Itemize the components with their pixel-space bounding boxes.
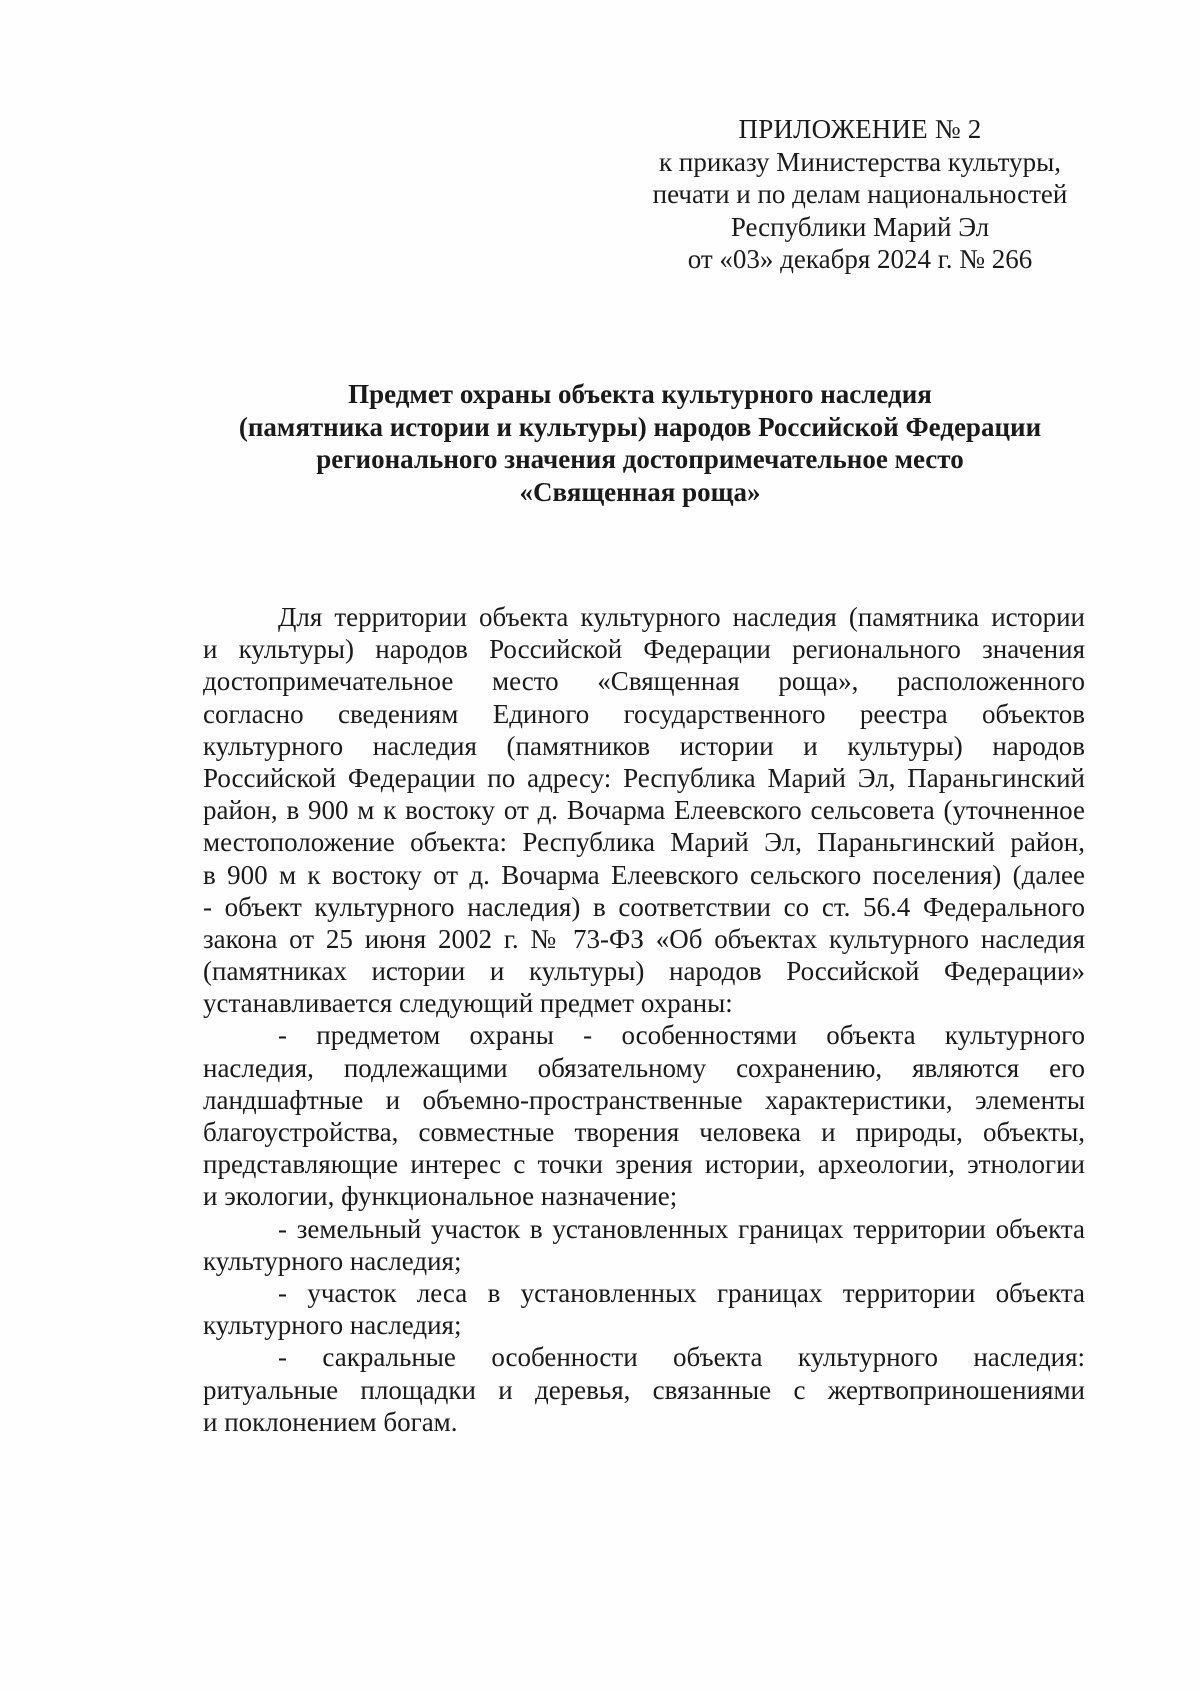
appendix-date-number: от «03» декабря 2024 г. № 266 <box>687 244 1033 274</box>
body-line: закона от 25 июня 2002 г. № 73-ФЗ «Об объектах культурного наследия <box>203 923 1085 954</box>
body-line: культурного наследия; <box>203 1310 462 1341</box>
body-line: культурного наследия; <box>203 1245 462 1276</box>
body-line: и поклонением богам. <box>203 1406 458 1437</box>
body-line: - предметом охраны - особенностями объекта культурного <box>278 1020 1085 1051</box>
appendix-republic: Республики Марий Эл <box>730 211 990 242</box>
body-line: наследия, подлежащими обязательному сохранению, являются его <box>203 1052 1085 1083</box>
title-line-3: регионального значения достопримечательное место <box>316 444 964 474</box>
body-line: представляющие интерес с точки зрения истории, археологии, этнологии <box>203 1149 1085 1180</box>
appendix-header <box>650 113 1070 276</box>
body-line: согласно сведениям Единого государственного реестра объектов <box>203 698 1085 729</box>
body-line: культурного наследия (памятников истории и культуры) народов <box>203 730 1085 761</box>
body-line: ландшафтные и объемно-пространственные характеристики, элементы <box>203 1084 1085 1115</box>
body-line: - участок леса в установленных границах территории объекта <box>278 1277 1085 1308</box>
body-line: местоположение объекта: Республика Марий Эл, Параньгинский район, <box>203 827 1085 858</box>
title-line-2: (памятника истории и культуры) народов Российской Федерации <box>238 411 1042 442</box>
appendix-ministry: печати и по делам национальностей <box>652 179 1068 209</box>
body-line: (памятниках истории и культуры) народов Российской Федерации» <box>203 956 1085 987</box>
body-line: район, в 900 м к востоку от д. Вочарма Елеевского сельсовета (уточненное <box>203 795 1085 826</box>
body-line: - объект культурного наследия) в соответствии со ст. 56.4 Федерального <box>203 891 1085 922</box>
body-line: Российской Федерации по адресу: Республика Марий Эл, Параньгинский <box>203 762 1085 793</box>
body-line: в 900 м к востоку от д. Вочарма Елеевского сельского поселения) (далее <box>203 859 1085 890</box>
appendix-number: ПРИЛОЖЕНИЕ № 2 <box>738 114 982 144</box>
appendix-order-ref: к приказу Министерства культуры, <box>659 146 1061 177</box>
body-line: ритуальные площадки и деревья, связанные с жертвоприношениями <box>203 1374 1085 1405</box>
body-line: - земельный участок в установленных границах территории объекта <box>278 1213 1085 1244</box>
body-line: и экологии, функциональное назначение; <box>203 1181 678 1212</box>
document-title <box>205 378 1075 508</box>
document-body <box>203 601 1085 1438</box>
body-line: и культуры) народов Российской Федерации регионального значения <box>203 634 1085 665</box>
body-line: Для территории объекта культурного наследия (памятника истории <box>278 602 1085 632</box>
body-line: благоустройства, совместные творения человека и природы, объекты, <box>203 1117 1085 1147</box>
body-line: достопримечательное место «Священная роща», расположенного <box>203 666 1085 697</box>
body-line: устанавливается следующий предмет охраны: <box>203 988 733 1019</box>
body-line: - сакральные особенности объекта культурного наследия: <box>278 1342 1085 1373</box>
title-line-1: Предмет охраны объекта культурного наследия <box>348 379 932 409</box>
title-line-4: «Священная роща» <box>519 476 761 507</box>
